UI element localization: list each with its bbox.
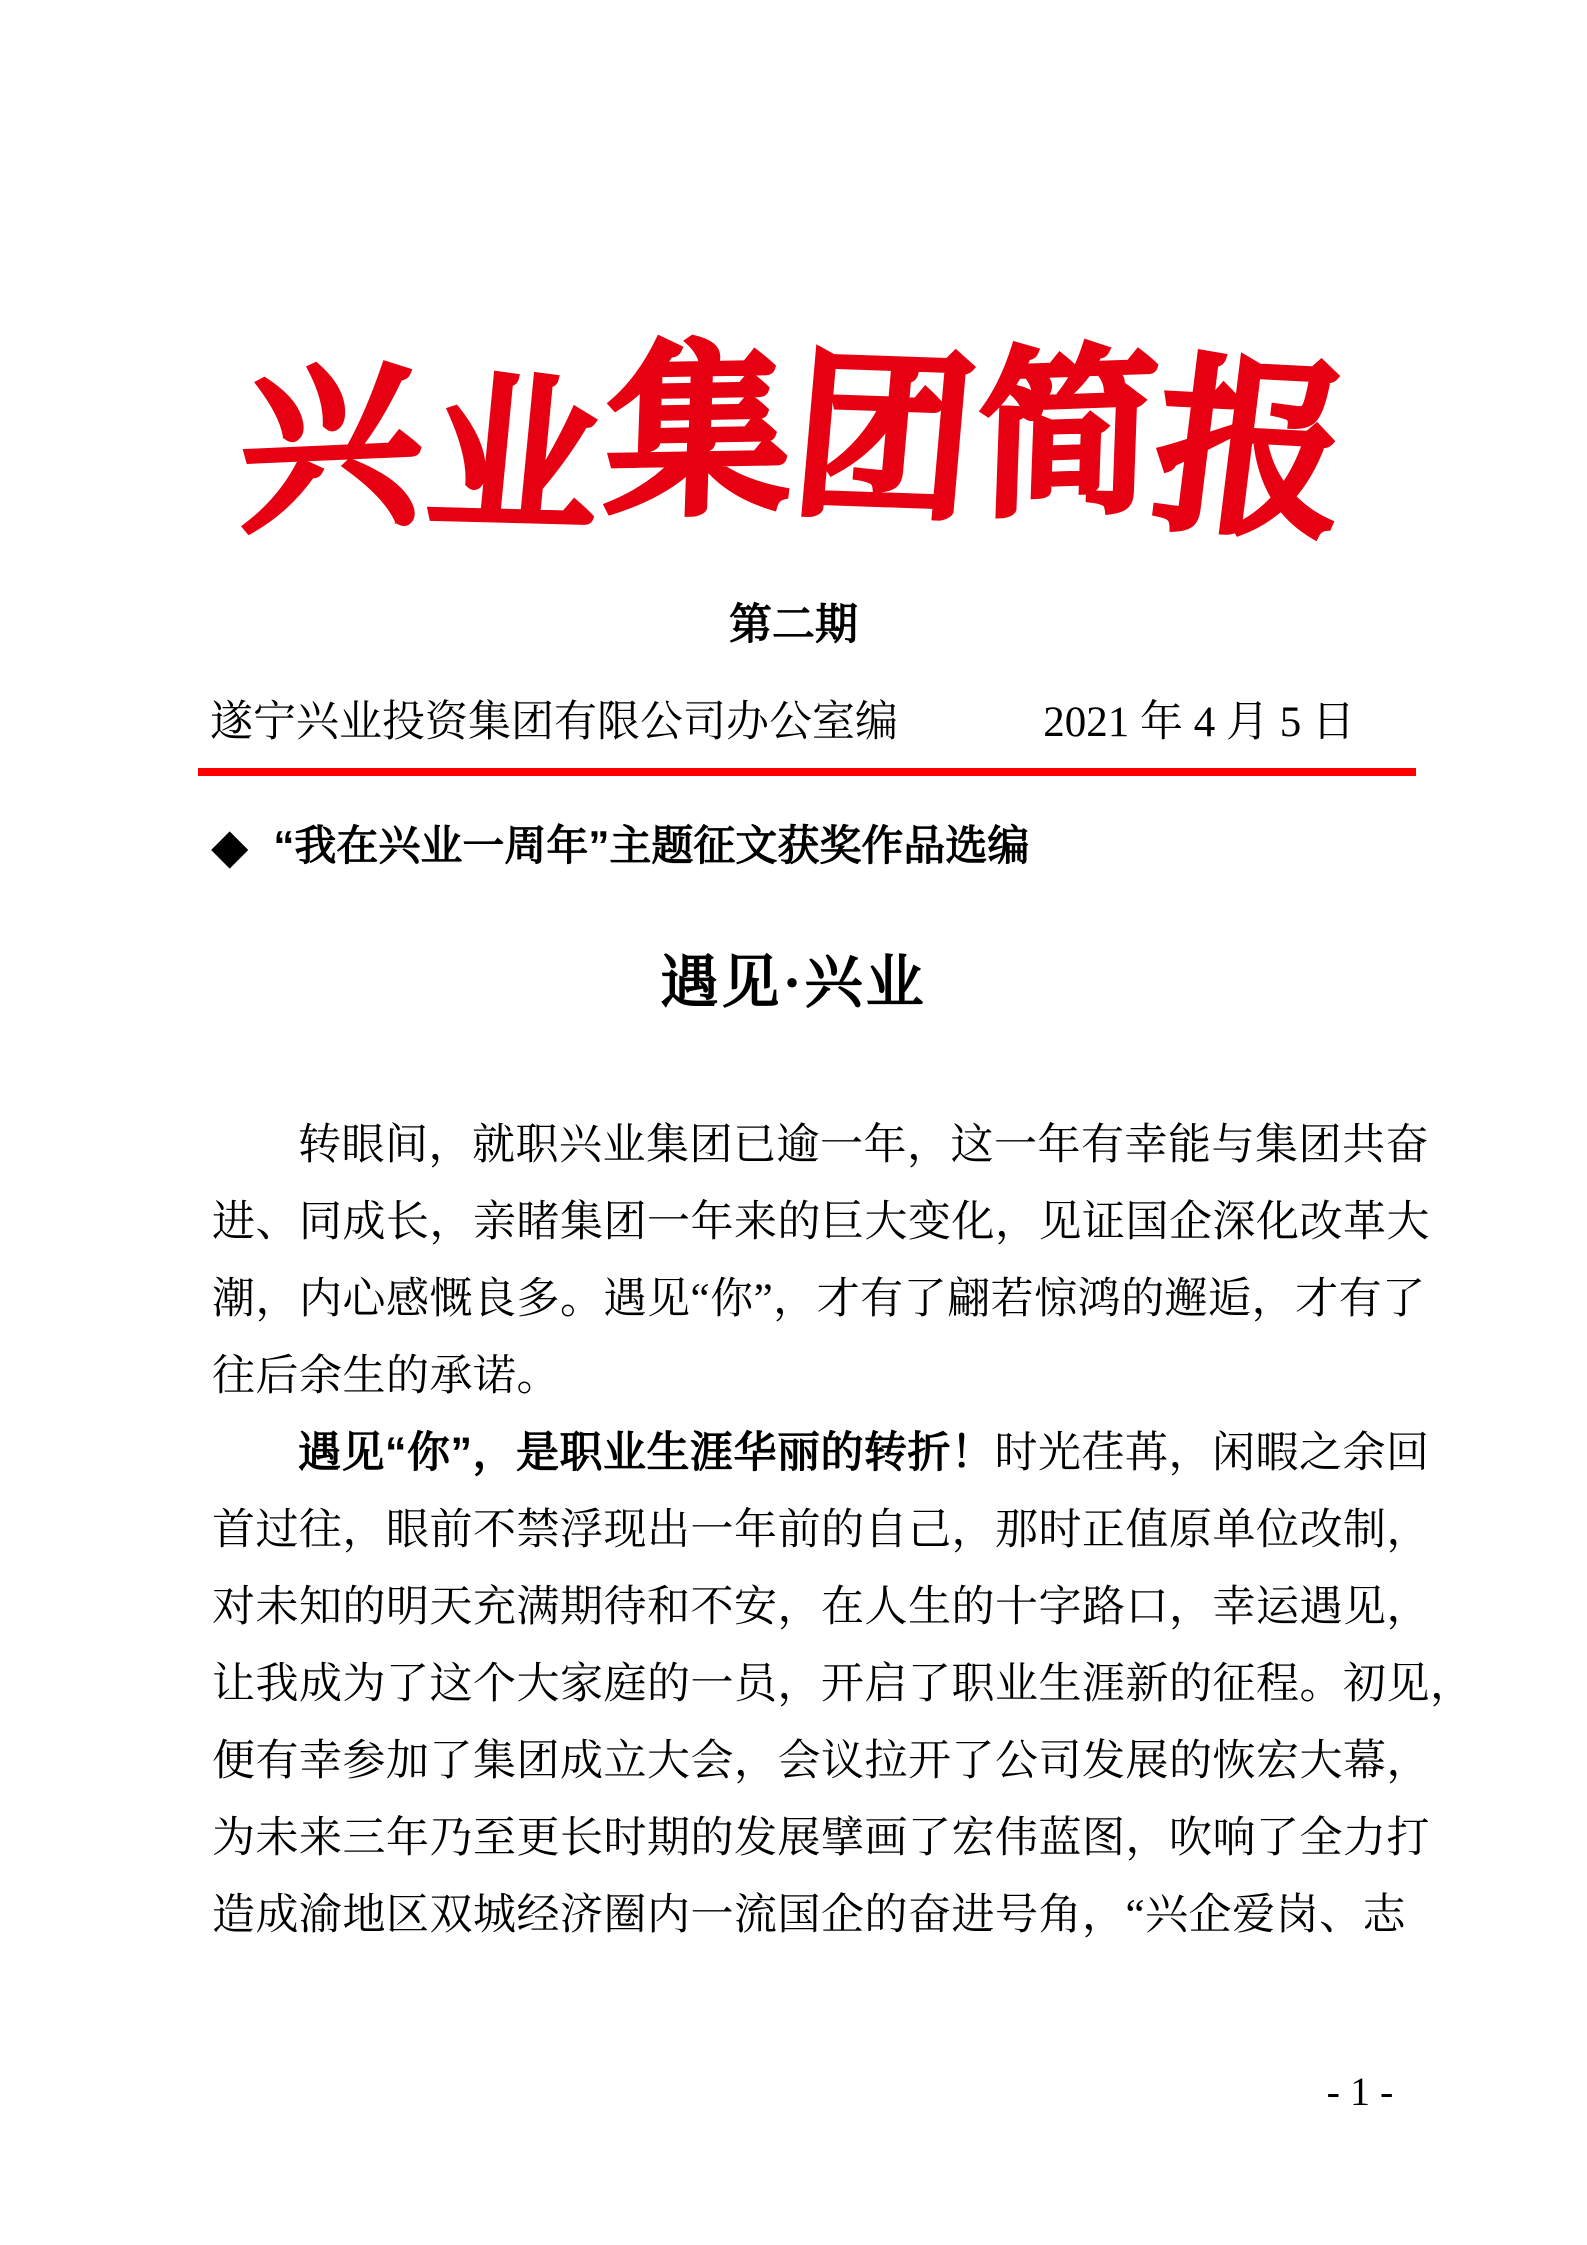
masthead-char: 简 <box>973 331 1165 540</box>
masthead-title <box>0 328 1587 562</box>
bulletin-headline: “我在兴业一周年”主题征文获奖作品选编 <box>273 822 1030 869</box>
bulletin-headline-row <box>212 818 1029 874</box>
body-line <box>212 1415 1430 1492</box>
masthead-char: 集 <box>602 328 800 539</box>
paragraph-bold-lead: 遇见“你”，是职业生涯华丽的转折！ <box>298 1429 995 1477</box>
editor-credit: 遂宁兴业投资集团有限公司办公室编 <box>210 699 898 746</box>
article-body <box>212 1107 1474 1954</box>
issue-number: 第二期 <box>729 601 858 649</box>
editor-date-row <box>210 698 1355 748</box>
body-line: 进、同成长，亲睹集团一年来的巨大变化，见证国企深化改革大 <box>212 1199 1430 1246</box>
masthead-char: 团 <box>784 336 987 543</box>
masthead-char: 报 <box>1143 341 1363 562</box>
body-line: 造成渝地区双城经济圈内一流国企的奋进号角，“兴企爱岗、志 <box>212 1892 1407 1939</box>
body-line: 转眼间，就职兴业集团已逾一年，这一年有幸能与集团共奋 <box>298 1122 1429 1169</box>
body-line: 便有幸参加了集团成立大会，会议拉开了公司发展的恢宏大幕， <box>212 1738 1430 1785</box>
paragraph-lead-rest: 时光荏苒，闲暇之余回 <box>994 1430 1430 1477</box>
body-line: 让我成为了这个大家庭的一员，开启了职业生涯新的征程。初见， <box>212 1661 1474 1708</box>
issue-date: 2021 年 4 月 5 日 <box>1043 699 1355 746</box>
red-divider-rule <box>198 768 1416 776</box>
masthead-char: 兴 <box>239 344 429 555</box>
page-number: - 1 - <box>1326 2069 1394 2114</box>
masthead-char: 业 <box>421 360 613 555</box>
body-line: 潮，内心感慨良多。遇见“你”，才有了翩若惊鸿的邂逅，才有了 <box>212 1276 1426 1323</box>
body-line: 首过往，眼前不禁浮现出一年前的自己，那时正值原单位改制， <box>212 1507 1430 1554</box>
body-line: 对未知的明天充满期待和不安，在人生的十字路口，幸运遇见， <box>212 1584 1430 1631</box>
body-line: 为未来三年乃至更长时期的发展擘画了宏伟蓝图，吹响了全力打 <box>212 1815 1430 1862</box>
body-line: 往后余生的承诺。 <box>212 1353 560 1400</box>
article-title: 遇见·兴业 <box>660 950 927 1015</box>
diamond-bullet-icon: ◆ <box>212 820 248 872</box>
